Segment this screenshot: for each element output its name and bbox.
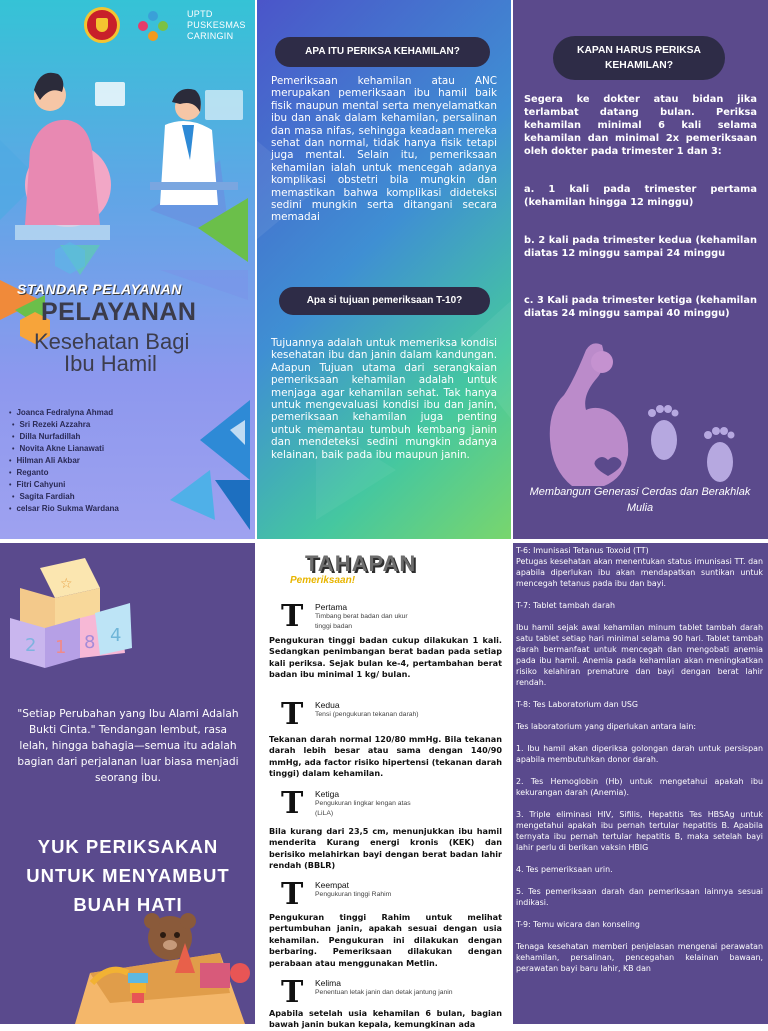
cta-heading: YUK PERIKSAKAN UNTUK MENYAMBUT BUAH HATI — [26, 836, 230, 915]
svg-text:2: 2 — [25, 635, 37, 656]
step-name: Pertama — [315, 602, 348, 612]
t9-body: Tenaga kesehatan memberi penjelasan mengenai perawatan kehamilan, persalinan, pencegahan kelainan bawaan, perawatan bayi baru lahir, KB dan — [516, 942, 763, 973]
step-name: Keempat — [315, 880, 350, 890]
government-logo — [84, 7, 120, 43]
step-description: Pengukuran tinggi Rahim untuk melihat pertumbuhan janin, apakah sesuai dengan usia kehamilan. Pengukuran ini dilakukan dengan berbaring. Pemeriksaan dilakukan dengan perabaan atau menggunakan Metlin. — [269, 912, 502, 968]
t8-intro: Tes laboratorium yang diperlukan antara lain: — [516, 722, 696, 731]
t10-description: Tujuannya adalah untuk memeriksa kondisi kesehatan ibu dan janin dalam kandungan. Adapun Tujuan utama dari serangkaian pemeriksaan kehamilan adalah untuk menjaga agar kehamilan sehat. Tak hanya untuk mengevaluasi kondisi ibu dan janin, pemeriksaan kehamilan juga penting untuk memantau tumbuh kembang janin dan mendeteksi sedini mungkin adanya kelainan, baik pada ibu maupun janin. — [271, 337, 497, 461]
step-subtitle: Pengukuran lingkar lengan atas (LiLA) — [315, 800, 411, 817]
puskesmas-logo — [136, 9, 170, 43]
member-item: • Sri Rezeki Azzahra — [12, 419, 169, 431]
t8-item-5: 5. Tes pemeriksaan darah dan pemeriksaan lainnya sesuai indikasi. — [516, 887, 763, 907]
anc-description: Pemeriksaan kehamilan atau ANC merupakan pemeriksaan ibu hamil baik fisik maupun mental serta menyelamatkan ibu dan anak dalam kehamilan, persalinan dan masa nifas, sehingga keadaan mereka sehat dan normal, tidak hanya fisik tetapi juga mental. Selain itu, pemeriksaan kehamilan ialah untuk mencegah adanya komplikasi obstetri bila mungkin dan memastikan bahwa komplikasi dideteksi sedini mungkin serta ditangani secara memadai — [271, 75, 497, 224]
step-subtitle: Pengukuran tinggi Rahim — [315, 891, 392, 898]
step-letter: T — [281, 877, 304, 912]
step-subtitle: Tensi (pengukuran tekanan darah) — [315, 711, 419, 718]
trimester-3-text: c. 3 Kali pada trimester ketiga (kehamilan diatas 24 minggu sampai 40 minggu) — [524, 295, 757, 319]
t7-body: Ibu hamil sejak awal kehamilan minum tablet tambah darah satu tablet setiap hari minimal selama 90 hari. Tablet tambah darah bermanfaat untuk mencegah dan mengobati anemia pada ibu hamil. Anemia pada kehamilan akan meningkatkan risiko kelahiran premature dan bayi dengan berat lahir rendah. — [516, 623, 763, 687]
pelayanan-heading: PELAYANAN — [41, 298, 197, 326]
panel-divider — [255, 0, 257, 1024]
team-member-list — [9, 407, 169, 515]
step-letter: T — [281, 599, 304, 634]
svg-text:1: 1 — [55, 637, 67, 658]
pregnancy-illustration — [512, 0, 768, 543]
panel-divider — [511, 0, 513, 1024]
t8-title: T-8: Tes Laboratorium dan USG — [516, 700, 639, 709]
org-line-1: UPTD — [187, 9, 213, 19]
member-item: • Hilman Ali Akbar — [9, 455, 169, 467]
t6-title: T-6: Imunisasi Tetanus Toxoid (TT) — [516, 546, 649, 555]
t7-title: T-7: Tablet tambah darah — [516, 601, 616, 610]
when-intro: Segera ke dokter atau bidan jika terlambat datang bulan. Periksa kehamilan minimal 6 kali selama kehamilan dan minimal 2x pemeriksaan oleh dokter pada trimester 1 dan 3: — [524, 94, 757, 157]
steps-title: TAHAPAN — [305, 551, 417, 576]
svg-text:8: 8 — [84, 632, 96, 653]
steps-subtitle: Pemeriksaan! — [290, 575, 356, 586]
step-name: Kedua — [315, 700, 340, 710]
organization-name — [187, 9, 246, 42]
member-item: • Sagita Fardiah — [12, 491, 169, 503]
t8-item-4: 4. Tes pemeriksaan urin. — [516, 865, 613, 874]
trimester-2-text: b. 2 kali pada trimester kedua (kehamilan diatas 12 minggu sampai 24 minggu — [524, 235, 757, 259]
step-description: Apabila setelah usia kehamilan 6 bulan, bagian bawah janin bukan kepala, kemungkinan ada — [269, 1008, 502, 1030]
title-line-1: Kesehatan Bagi — [34, 329, 190, 354]
quote-text: "Setiap Perubahan yang Ibu Alami Adalah Bukti Cinta." Tendangan lembut, rasa lelah, hingga bahagia—semua itu adalah bagian dari perjalanan luar biasa menjadi seorang ibu. — [17, 708, 239, 784]
step-subtitle: Penentuan letak janin dan detak jantung janin — [315, 989, 453, 996]
cover-panel — [0, 0, 256, 543]
step-name: Kelima — [315, 978, 341, 988]
section-heading-anc: APA ITU PERIKSA KEHAMILAN? — [275, 37, 490, 67]
org-line-2: PUSKESMAS — [187, 20, 246, 30]
section-heading-when: KAPAN HARUS PERIKSA KEHAMILAN? — [553, 36, 725, 80]
member-item: • Joanca Fedralyna Ahmad — [9, 407, 169, 419]
member-item: • Fitri Cahyuni — [9, 479, 169, 491]
title-line-2: Ibu Hamil — [64, 351, 157, 376]
member-item: • Dilla Nurfadillah — [12, 431, 169, 443]
details-text — [516, 545, 763, 974]
schedule-panel — [512, 0, 768, 543]
member-item: • Novita Akne Lianawati — [12, 443, 169, 455]
step-letter: T — [281, 786, 304, 821]
org-line-3: CARINGIN — [187, 31, 234, 41]
step-description: Pengukuran tinggi badan cukup dilakukan 1 kali. Sedangkan penimbangan berat badan pada setiap kali periksa. Sejak bulan ke-4, pertambahan berat badan ibu minimal 1 kg/ bulan. — [269, 635, 502, 680]
member-item: • celsar Rio Sukma Wardana — [9, 503, 169, 515]
step-letter: T — [281, 697, 304, 732]
member-item: • Reganto — [9, 467, 169, 479]
step-description: Bila kurang dari 23,5 cm, menunjukkan ibu hamil menderita Kurang energi kronis (KEK) dan berisiko melahirkan bayi dengan berat badan lahir rendah (BBLR) — [269, 826, 502, 871]
t9-title: T-9: Temu wicara dan konseling — [516, 920, 640, 929]
step-subtitle: Timbang berat badan dan ukur tinggi badan — [315, 613, 408, 630]
t8-item-3: 3. Triple eliminasi HIV, Sifilis, Hepatitis Tes HBSAg untuk mengetahui apakah ibu pernah tertular hepatitis B. Apabila ternyata ibu pernah tertular hepatitis B, maka setelah bayi lahir perlu di berikan vaksin HBIG — [516, 810, 763, 852]
quote-panel — [0, 543, 256, 1024]
step-letter: T — [281, 975, 304, 1010]
svg-text:☆: ☆ — [60, 576, 73, 592]
standar-heading: STANDAR PELAYANAN — [17, 281, 182, 297]
step-description: Tekanan darah normal 120/80 mmHg. Bila tekanan darah lebih besar atau sama dengan 140/90 mmHg, ada factor risiko hipertensi (tekanan darah tinggi) dalam kehamilan. — [269, 734, 502, 779]
step-name: Ketiga — [315, 789, 340, 799]
t8-item-2: 2. Tes Hemoglobin (Hb) untuk mengetahui apakah ibu kekurangan darah (Anemia). — [516, 777, 763, 797]
svg-text:4: 4 — [110, 625, 122, 646]
t6-body: Petugas kesehatan akan menentukan status imunisasi TT. dan apabila diperlukan ibu akan mendapatkan suntikan untuk mencegah tetanus pada ibu dan bayi. — [516, 557, 763, 588]
trimester-1-text: a. 1 kali pada trimester pertama (kehamilan hingga 12 minggu) — [524, 184, 757, 208]
t8-item-1: 1. Ibu hamil akan diperiksa golongan darah untuk persispan apabila membutuhkan donor darah. — [516, 744, 763, 764]
section-heading-t10: Apa si tujuan pemeriksaan T-10? — [279, 287, 490, 315]
tagline: Membangun Generasi Cerdas dan Berakhlak Mulia — [529, 486, 751, 514]
